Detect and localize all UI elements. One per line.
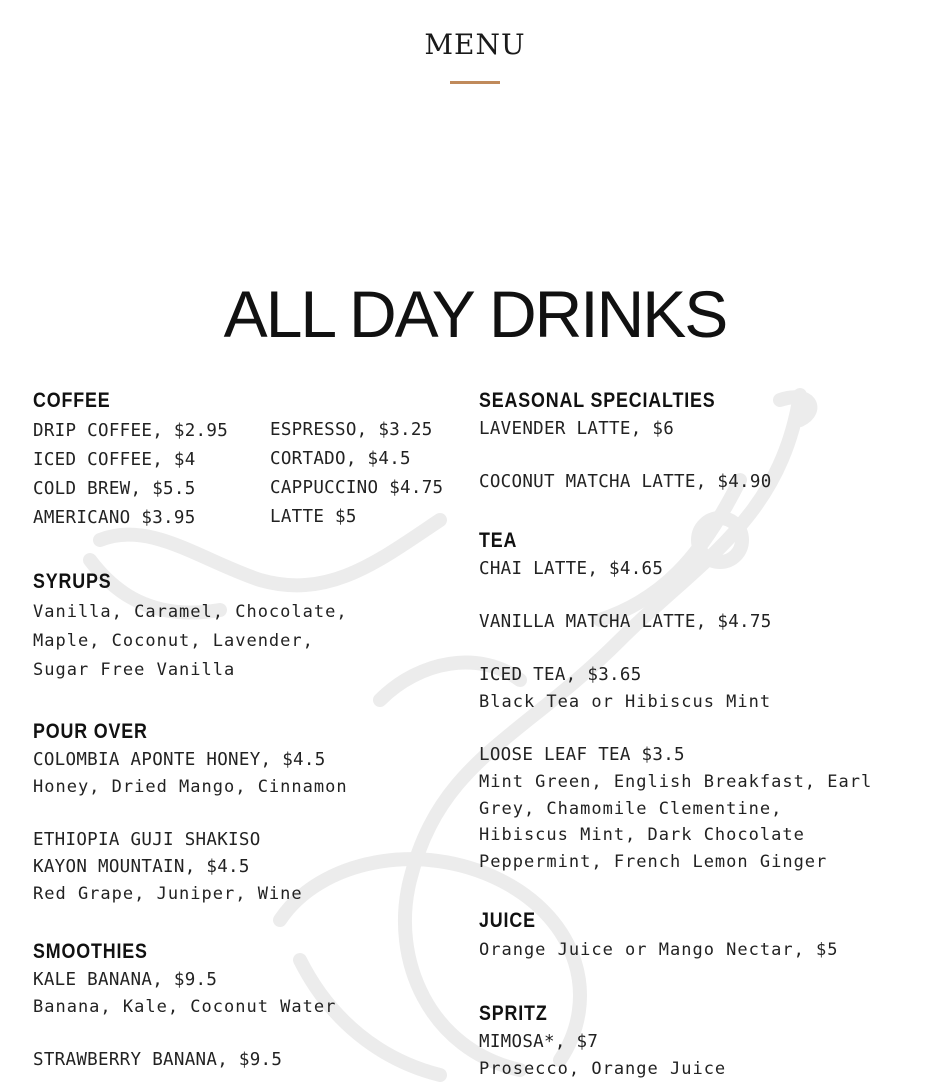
menu-item: AMERICANO $3.95 xyxy=(33,508,196,528)
smoothies-heading: SMOOTHIES xyxy=(33,940,148,963)
menu-item: CAPPUCCINO $4.75 xyxy=(270,478,444,498)
menu-text: Black Tea or Hibiscus Mint xyxy=(479,692,772,712)
menu-text: Grey, Chamomile Clementine, xyxy=(479,799,783,819)
page-header xyxy=(0,28,950,84)
menu-text: Vanilla, Caramel, Chocolate, xyxy=(33,602,348,622)
page-title: ALL DAY DRINKS xyxy=(223,277,727,351)
menu-item: CORTADO, $4.5 xyxy=(270,449,411,469)
menu-item: COCONUT MATCHA LATTE, $4.90 xyxy=(479,472,772,492)
menu-label: MENU xyxy=(424,28,526,61)
coffee-heading: COFFEE xyxy=(33,389,111,412)
tea-heading: TEA xyxy=(479,529,518,552)
menu-item: MIMOSA*, $7 xyxy=(479,1032,599,1052)
menu-text: Peppermint, French Lemon Ginger xyxy=(479,852,828,872)
menu-item: KALE BANANA, $9.5 xyxy=(33,970,218,990)
menu-item: COLOMBIA APONTE HONEY, $4.5 xyxy=(33,750,326,770)
menu-item: ESPRESSO, $3.25 xyxy=(270,420,433,440)
menu-item: LAVENDER LATTE, $6 xyxy=(479,419,675,439)
menu-text: Sugar Free Vanilla xyxy=(33,660,236,680)
menu-text: Orange Juice or Mango Nectar, $5 xyxy=(479,940,839,960)
seasonal-heading: SEASONAL SPECIALTIES xyxy=(479,389,716,412)
menu-text: Mint Green, English Breakfast, Earl xyxy=(479,772,873,792)
accent-divider xyxy=(450,81,500,84)
menu-item: VANILLA MATCHA LATTE, $4.75 xyxy=(479,612,772,632)
menu-item: ICED TEA, $3.65 xyxy=(479,665,642,685)
menu-item: LATTE $5 xyxy=(270,507,357,527)
menu-item: ICED COFFEE, $4 xyxy=(33,450,196,470)
menu-item: DRIP COFFEE, $2.95 xyxy=(33,421,229,441)
menu-text: Red Grape, Juniper, Wine xyxy=(33,884,303,904)
syrups-heading: SYRUPS xyxy=(33,570,112,593)
spritz-heading: SPRITZ xyxy=(479,1002,548,1025)
juice-heading: JUICE xyxy=(479,909,536,932)
menu-text: Banana, Kale, Coconut Water xyxy=(33,997,337,1017)
menu-text: Honey, Dried Mango, Cinnamon xyxy=(33,777,348,797)
menu-item: CHAI LATTE, $4.65 xyxy=(479,559,664,579)
menu-item: STRAWBERRY BANANA, $9.5 xyxy=(33,1050,283,1070)
menu-item: LOOSE LEAF TEA $3.5 xyxy=(479,745,685,765)
pour-over-heading: POUR OVER xyxy=(33,720,148,743)
menu-text: Maple, Coconut, Lavender, xyxy=(33,631,314,651)
menu-text: Prosecco, Orange Juice xyxy=(479,1059,727,1079)
menu-text: Hibiscus Mint, Dark Chocolate xyxy=(479,825,805,845)
menu-item: KAYON MOUNTAIN, $4.5 xyxy=(33,857,250,877)
menu-item: COLD BREW, $5.5 xyxy=(33,479,196,499)
menu-item: ETHIOPIA GUJI SHAKISO xyxy=(33,830,261,850)
